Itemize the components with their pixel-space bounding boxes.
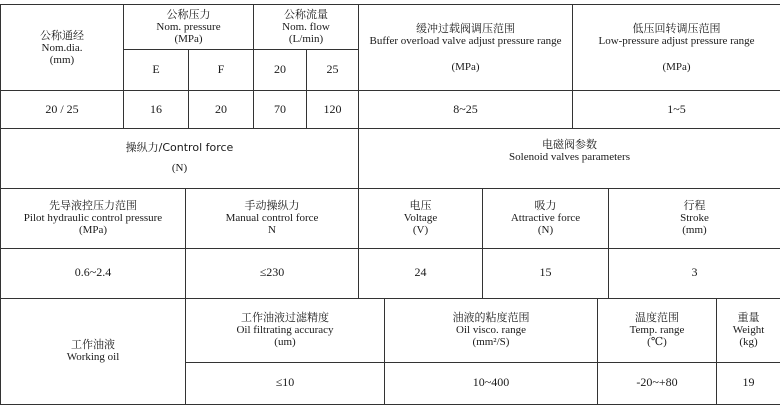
filtrating-accuracy-header: 工作油液过滤精度 Oil filtrating accuracy (um): [186, 298, 385, 362]
pressure-sub-f: F: [189, 50, 254, 91]
pressure-e-value: 16: [124, 91, 189, 129]
pilot-pressure-header: 先导液控压力范围 Pilot hydraulic control pressure (MPa): [1, 188, 186, 248]
pressure-sub-e: E: [124, 50, 189, 91]
temp-range-header: 温度范围 Temp. range (℃): [598, 298, 717, 362]
nominal-spec-table: [0, 4, 780, 129]
flow-sub-20: 20: [254, 50, 307, 91]
force-solenoid-table: [0, 188, 780, 299]
control-force-header: 操纵力/Control force (N): [1, 128, 359, 188]
flow-20-value: 70: [254, 91, 307, 129]
attractive-force-value: 15: [483, 248, 609, 298]
lowpress-range-header: 低压回转调压范围 Low-pressure adjust pressure range (MPa): [573, 5, 780, 91]
nom-flow-header: 公称流量 Nom. flow (L/min): [254, 5, 359, 50]
working-oil-header: 工作油液 Working oil: [1, 298, 186, 404]
manual-force-header: 手动操纵力 Manual control force N: [186, 188, 359, 248]
lowpress-range-value: 1~5: [573, 91, 780, 129]
voltage-header: 电压 Voltage (V): [359, 188, 483, 248]
voltage-value: 24: [359, 248, 483, 298]
solenoid-params-header: 电磁阀参数 Solenoid valves parameters: [359, 128, 780, 188]
temp-range-value: -20~+80: [598, 362, 717, 404]
nom-dia-value: 20 / 25: [1, 91, 124, 129]
stroke-value: 3: [609, 248, 780, 298]
manual-force-value: ≤230: [186, 248, 359, 298]
working-oil-table: [0, 298, 780, 405]
attractive-force-header: 吸力 Attractive force (N): [483, 188, 609, 248]
pilot-pressure-value: 0.6~2.4: [1, 248, 186, 298]
nom-dia-header: 公称通经 Nom.dia. (mm): [1, 5, 124, 91]
flow-25-value: 120: [307, 91, 359, 129]
weight-header: 重量 Weight (kg): [717, 298, 780, 362]
nom-pressure-header: 公称压力 Nom. pressure (MPa): [124, 5, 254, 50]
visco-range-header: 油液的粘度范围 Oil visco. range (mm²/S): [385, 298, 598, 362]
filtrating-accuracy-value: ≤10: [186, 362, 385, 404]
flow-sub-25: 25: [307, 50, 359, 91]
force-solenoid-header-table: [0, 128, 780, 189]
pressure-f-value: 20: [189, 91, 254, 129]
buffer-range-value: 8~25: [359, 91, 573, 129]
buffer-range-header: 缓冲过载阀调压范围 Buffer overload valve adjust pressure range (MPa): [359, 5, 573, 91]
stroke-header: 行程 Stroke (mm): [609, 188, 780, 248]
weight-value: 19: [717, 362, 780, 404]
visco-range-value: 10~400: [385, 362, 598, 404]
